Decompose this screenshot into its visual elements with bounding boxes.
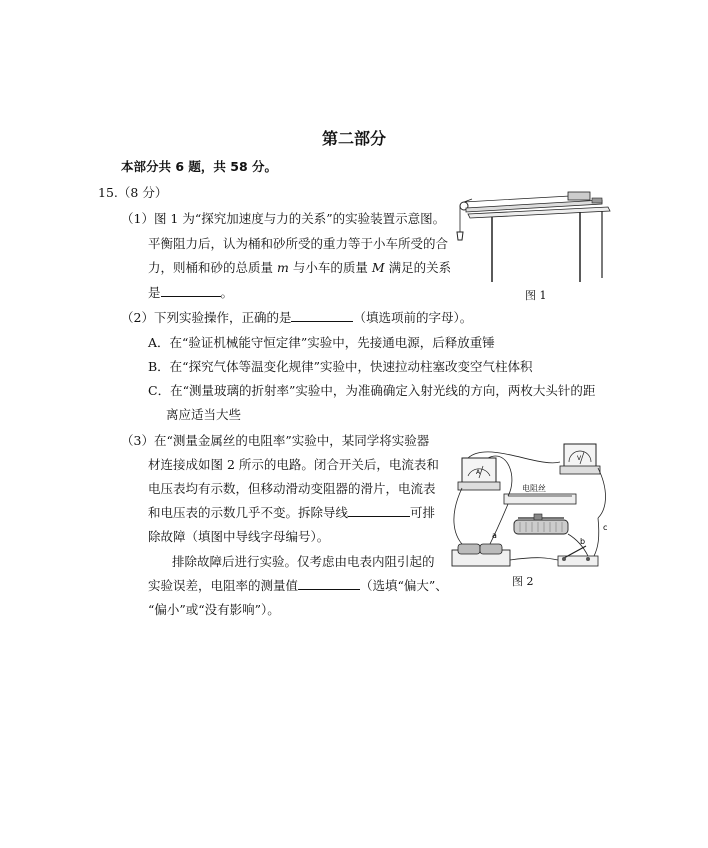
part1-line-3: 力，则桶和砂的总质量 m 与小车的质量 M 满足的关系 <box>148 260 452 275</box>
section-title: 第二部分 <box>321 129 386 148</box>
part3-line-8: “偏小”或“没有影响”）。 <box>148 602 280 617</box>
var-m: m <box>277 260 289 275</box>
answer-blank-4[interactable] <box>298 577 360 590</box>
part1-line-2: 平衡阻力后，认为桶和砂所受的重力等于小车所受的合 <box>148 236 449 251</box>
option-b: B．在“探究气体等温变化规律”实验中，快速拉动柱塞改变空气柱体积 <box>148 359 533 374</box>
option-a: A．在“验证机械能守恒定律”实验中，先接通电源，后释放重锤 <box>148 335 495 350</box>
wire-c-label: c <box>603 523 608 532</box>
part3-line-4: 和电压表的示数几乎不变。拆除导线 可排 <box>148 505 436 520</box>
option-c-cont: 离应适当大些 <box>166 407 242 422</box>
voltmeter <box>560 444 600 474</box>
part3-line-6: 排除故障后进行实验。仅考虑由电表内阻引起的 <box>172 554 435 569</box>
ammeter-label: A <box>476 469 481 476</box>
question-number: 15. <box>98 185 118 200</box>
option-c: C．在“测量玻璃的折射率”实验中，为准确确定入射光线的方向，两枚大头针的距 <box>148 383 596 398</box>
rheostat <box>514 514 568 534</box>
question-header <box>98 183 167 201</box>
figure-1-apparatus <box>452 190 612 285</box>
part3-line-2: 材连接成如图 2 所示的电路。闭合开关后，电流表和 <box>148 457 439 472</box>
part3-line-1: （3）在“测量金属丝的电阻率”实验中，某同学将实验器 <box>121 433 430 448</box>
ammeter <box>458 458 500 490</box>
part1-line-4: 是 。 <box>148 285 234 300</box>
wire-b-label: b <box>580 537 586 546</box>
part3-line-5: 除故障（填图中导线字母编号）。 <box>148 529 330 544</box>
answer-blank-2[interactable] <box>291 309 353 322</box>
voltmeter-label: V <box>577 455 582 462</box>
part3-line-7: 实验误差，电阻率的测量值 （选填“偏大”、 <box>148 578 448 593</box>
var-M: M <box>371 260 385 275</box>
part1-line-1: （1）图 1 为“探究加速度与力的关系”的实验装置示意图。 <box>121 211 446 226</box>
figure-2-circuit <box>448 438 613 573</box>
answer-blank-1[interactable] <box>161 284 221 297</box>
figure-1-caption: 图 1 <box>525 289 547 302</box>
figure-2-caption: 图 2 <box>512 575 534 588</box>
wire-a-label: a <box>492 531 497 540</box>
resistance-wire-board <box>504 494 576 504</box>
battery <box>452 544 510 566</box>
part3-line-3: 电压表均有示数，但移动滑动变阻器的滑片，电流表 <box>148 481 436 496</box>
section-intro: 本部分共 6 题，共 58 分。 <box>121 159 278 174</box>
switch <box>558 546 598 566</box>
answer-blank-3[interactable] <box>348 504 410 517</box>
resistance-wire-label: 电阻丝 <box>522 484 546 493</box>
part2-stem: （2）下列实验操作，正确的是 （填选项前的字母）。 <box>121 310 473 325</box>
question-points: （8 分） <box>117 185 168 200</box>
